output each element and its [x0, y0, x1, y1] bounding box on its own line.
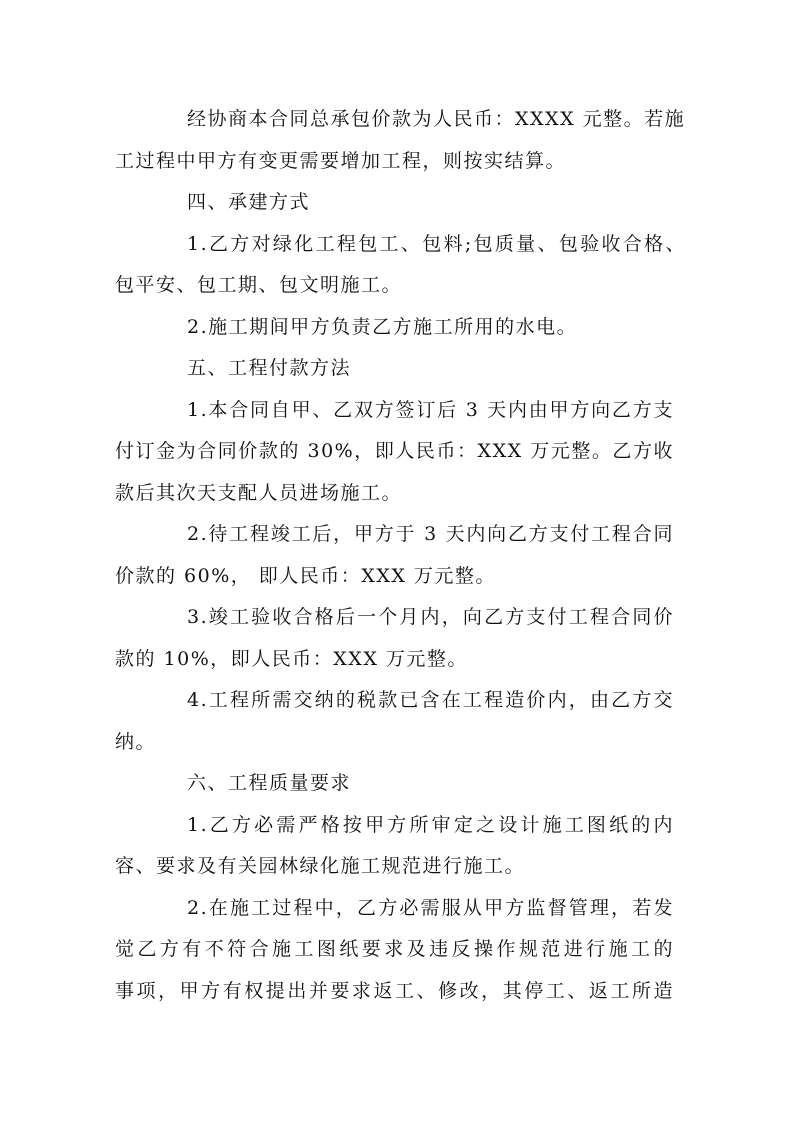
paragraph-line: 事项，甲方有权提出并要求返工、修改，其停工、返工所造: [115, 980, 674, 1002]
paragraph-line: 觉乙方有不符合施工图纸要求及违反操作规范进行施工的: [115, 938, 674, 960]
paragraph-line: 包平安、包工期、包文明施工。: [115, 274, 403, 296]
paragraph-line: 价款的 60%， 即人民币：XXX 万元整。: [115, 565, 496, 587]
paragraph-line: 2.在施工过程中，乙方必需服从甲方监督管理，若发: [187, 897, 674, 919]
paragraph-line: 1.乙方对绿化工程包工、包料;包质量、包验收合格、: [187, 233, 686, 255]
paragraph-line: 付订金为合同价款的 30%，即人民币：XXX 万元整。乙方收: [115, 440, 674, 462]
paragraph-line: 4.工程所需交纳的税款已含在工程造价内，由乙方交: [187, 689, 674, 711]
paragraph-line: 纳。: [115, 731, 157, 753]
paragraph-line: 经协商本合同总承包价款为人民币：XXXX 元整。若施: [187, 108, 686, 130]
paragraph-line: 2.待工程竣工后，甲方于 3 天内向乙方支付工程合同: [187, 523, 674, 545]
paragraph-line: 3.竣工验收合格后一个月内，向乙方支付工程合同价: [187, 606, 674, 628]
section-heading: 四、承建方式: [187, 191, 311, 213]
paragraph-line: 款的 10%，即人民币：XXX 万元整。: [115, 648, 468, 670]
section-heading: 五、工程付款方法: [187, 357, 352, 379]
paragraph-line: 1.乙方必需严格按甲方所审定之设计施工图纸的内: [187, 814, 674, 836]
section-heading: 六、工程质量要求: [187, 772, 352, 794]
paragraph-line: 1.本合同自甲、乙双方签订后 3 天内由甲方向乙方支: [187, 399, 674, 421]
paragraph-line: 工过程中甲方有变更需要增加工程，则按实结算。: [115, 150, 567, 172]
paragraph-line: 2.施工期间甲方负责乙方施工所用的水电。: [187, 316, 578, 338]
paragraph-line: 款后其次天支配人员进场施工。: [115, 482, 403, 504]
paragraph-line: 容、要求及有关园林绿化施工规范进行施工。: [115, 855, 526, 877]
